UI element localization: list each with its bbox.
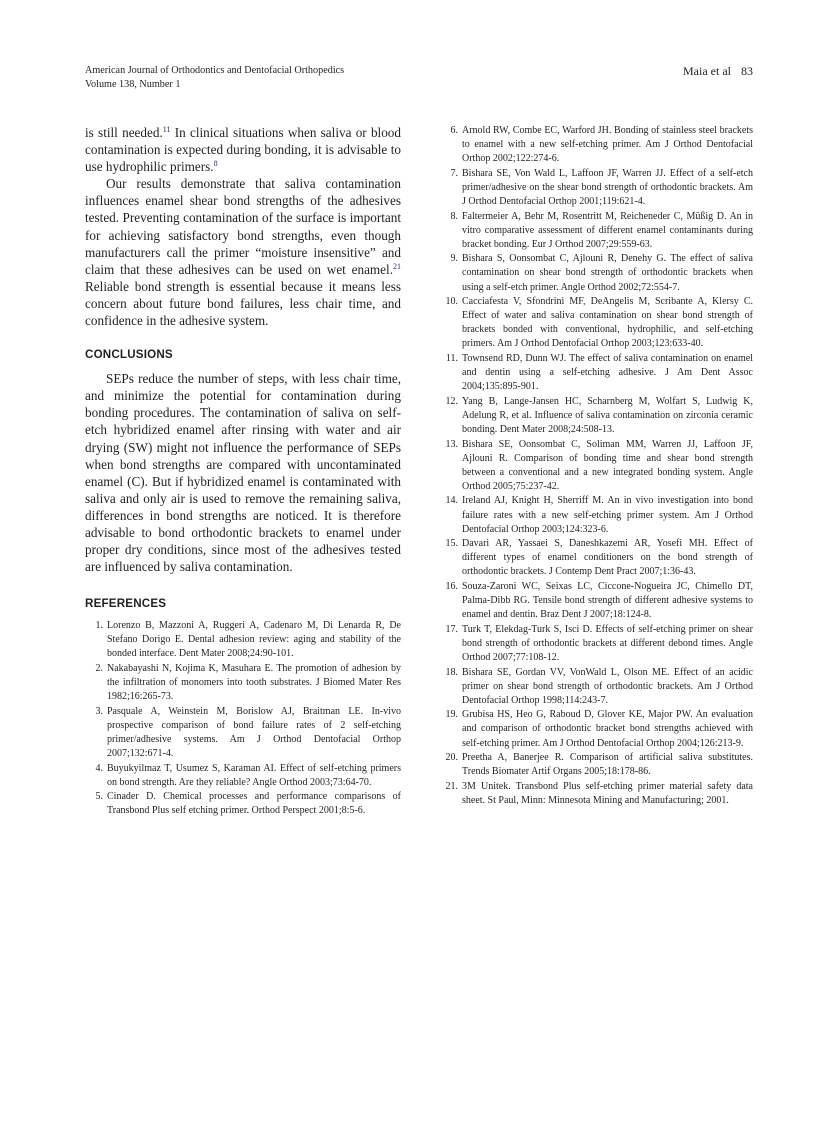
reference-number: 11.	[445, 353, 458, 364]
reference-text: Nakabayashi N, Kojima K, Masuhara E. The promotion of adhesion by the infiltration of monomers into tooth substrates. J Biomed Mater Res 1982;16:265-73.	[107, 663, 401, 703]
reference-number: 20.	[445, 752, 458, 764]
reference-item	[440, 395, 753, 437]
text-segment: is still needed.	[85, 125, 163, 140]
reference-text: Lorenzo B, Mazzoni A, Ruggeri A, Cadenaro M, Di Lenarda R, De Stefano Dorigo E. Dental adhesion review: aging and stability of the bonded interface. Dent Mater 2008;24:90-101.	[107, 620, 401, 660]
reference-text: Bishara S, Oonsombat C, Ajlouni R, Denehy G. The effect of saliva contamination on shear bond strength of orthodontic brackets when using a self-etch primer. Angle Orthod 2002;72:554-7.	[462, 253, 753, 293]
reference-number: 3.	[95, 705, 103, 717]
reference-text: Pasquale A, Weinstein M, Borislow AJ, Braitman LE. In-vivo prospective comparison of bond failure rates of 2 self-etching primer/adhesive systems. Am J Orthod Dentofacial Orthop 2007;132:671-4.	[107, 705, 401, 760]
reference-item	[440, 580, 753, 622]
reference-number: 7.	[450, 167, 458, 179]
reference-item	[440, 167, 753, 209]
reference-item	[440, 666, 753, 708]
reference-item	[440, 210, 753, 252]
reference-item	[85, 705, 401, 761]
reference-item	[440, 708, 753, 750]
reference-list-right	[440, 124, 753, 808]
reference-number: 5.	[95, 791, 103, 803]
reference-number: 16.	[445, 581, 458, 592]
reference-text: Bishara SE, Oonsombat C, Soliman MM, Warren JJ, Laffoon JF, Ajlouni R. Comparison of bonding time and shear bond strength between a conventional and a new integrated bonding system. Angle Orthod 2005;75:237-42.	[462, 438, 753, 492]
reference-text: Faltermeier A, Behr M, Rosentritt M, Reicheneder C, Müßig D. An in vitro comparative assessment of different enamel contaminants during bracket bonding. Eur J Orthod 2007;29:559-63.	[462, 210, 753, 250]
reference-item	[85, 790, 401, 818]
reference-item	[440, 295, 753, 351]
discussion-paragraph-1	[85, 124, 401, 175]
text-segment: Our results demonstrate that saliva contamination influences enamel shear bond strengths of the adhesives tested. Preventing contamination of the surface is important for achieving satisfactory bond strengths, even though manufacturers call the primer “moisture insensitive” and claim that these adhesives can be used on wet enamel.	[85, 176, 401, 277]
reference-number: 17.	[445, 623, 458, 635]
citation-link[interactable]: 21	[393, 261, 401, 271]
citation-link[interactable]: 8	[213, 159, 218, 169]
reference-item	[85, 762, 401, 790]
reference-item	[440, 252, 753, 294]
reference-list-left	[85, 619, 401, 818]
reference-number: 21.	[445, 780, 458, 792]
reference-number: 1.	[95, 620, 103, 632]
reference-text: Cacciafesta V, Sfondrini MF, DeAngelis M, Scribante A, Klersy C. Effect of water and saliva contamination on shear bond strength of brackets bonded with conventional, hydrophilic, and self-etching primers. Am J Orthod Dentofacial Orthop 2003;123:633-40.	[462, 296, 753, 350]
reference-item	[440, 352, 753, 394]
reference-text: Arnold RW, Combe EC, Warford JH. Bonding of stainless steel brackets to enamel with a new self-etching primer. Am J Orthod Dentofacial Orthop 2002;122:274-6.	[462, 125, 753, 165]
left-column	[85, 124, 401, 819]
conclusions-paragraph: SEPs reduce the number of steps, with less chair time, and minimize the potential for contamination during bonding procedures. The contamination of saliva on self-etch hybridized enamel after rinsing with water and air drying (SW) might not influence the performance of SEPs when bond strengths are compared with uncontaminated enamel (C). But if hybridized enamel is contaminated with saliva and only air is used to remove the remaining saliva, differences in bond strengths are noticed. It is therefore advisable to bond orthodontic brackets to enamel under proper dry conditions, since most of the adhesives tested are influenced by saliva contamination.	[85, 371, 401, 575]
reference-number: 10.	[445, 296, 458, 308]
reference-text: 3M Unitek. Transbond Plus self-etching primer material safety data sheet. St Paul, Minn: Minnesota Mining and Manufacturing; 2001.	[462, 780, 753, 806]
reference-number: 4.	[95, 762, 103, 774]
reference-number: 15.	[445, 538, 458, 550]
citation-link[interactable]: 11	[162, 125, 171, 134]
reference-item	[440, 494, 753, 536]
reference-item	[440, 438, 753, 494]
journal-volume: Volume 138, Number 1	[85, 79, 181, 90]
reference-item	[440, 124, 753, 166]
reference-number: 12.	[445, 395, 458, 407]
page-info	[683, 64, 753, 78]
journal-title: American Journal of Orthodontics and Dentofacial Orthopedics	[85, 65, 345, 76]
reference-text: Bishara SE, Von Wald L, Laffoon JF, Warren JJ. Effect of a self-etch primer/adhesive on the shear bond strength of orthodontic brackets. Am J Orthod Dentofacial Orthop 2001;119:621-4.	[462, 167, 753, 207]
reference-text: Souza-Zaroni WC, Seixas LC, Ciccone-Nogueira JC, Chimello DT, Palma-Dibb RG. Tensile bond strength of different adhesive systems to enamel and dentin. Braz Dent J 2007;18:124-8.	[462, 581, 753, 621]
reference-text: Grubisa HS, Heo G, Raboud D, Glover KE, Major PW. An evaluation and comparison of orthodontic bracket bond strengths achieved with self-etching primer. Am J Orthod Dentofacial Orthop 2004;126:213-9.	[462, 709, 753, 749]
reference-text: Townsend RD, Dunn WJ. The effect of saliva contamination on enamel and dentin using a self-etching adhesive. J Am Dent Assoc 2004;135:895-901.	[462, 353, 753, 393]
reference-item	[440, 537, 753, 579]
right-column	[440, 124, 753, 809]
reference-item	[440, 751, 753, 779]
reference-number: 8.	[450, 210, 458, 222]
text-segment: In clinical situations when saliva or blood contamination is expected during bonding, it is advisable to use hydrophilic primers.	[85, 125, 401, 175]
reference-item	[440, 623, 753, 665]
reference-number: 2.	[95, 663, 103, 675]
reference-number: 9.	[450, 253, 458, 265]
reference-number: 6.	[450, 125, 458, 136]
references-heading: REFERENCES	[85, 597, 167, 611]
text-segment: Reliable bond strength is essential because it means less concern about future bond failures, less chair time, and confidence in the adhesive system.	[85, 278, 401, 329]
reference-text: Cinader D. Chemical processes and performance comparisons of Transbond Plus self etching primer. Orthod Perspect 2001;8:5-6.	[107, 791, 401, 817]
author-short: Maia et al	[683, 64, 731, 78]
reference-text: Bishara SE, Gordan VV, VonWald L, Olson ME. Effect of an acidic primer on shear bond strength of orthodontic brackets. Am J Orthod Dentofacial Orthop 1998;114:243-7.	[462, 666, 753, 706]
reference-text: Yang B, Lange-Jansen HC, Scharnberg M, Wolfart S, Ludwig K, Adelung R, et al. Influence of saliva contamination on zirconia ceramic bonding. Dent Mater 2008;24:508-13.	[462, 395, 753, 435]
reference-text: Ireland AJ, Knight H, Sherriff M. An in vivo investigation into bond failure rates with a new self-etching primer system. Am J Orthod Dentofacial Orthop 2003;124:323-6.	[462, 495, 753, 535]
reference-number: 13.	[445, 438, 458, 450]
reference-text: Buyukyilmaz T, Usumez S, Karaman AI. Effect of self-etching primers on bond strength. Are they reliable? Angle Orthod 2003;73:64-70.	[107, 762, 401, 788]
reference-number: 18.	[445, 666, 458, 678]
discussion-paragraph-2	[85, 175, 401, 329]
reference-text: Preetha A, Banerjee R. Comparison of artificial saliva substitutes. Trends Biomater Artif Organs 2005;18:178-86.	[462, 752, 753, 778]
reference-item	[85, 619, 401, 661]
conclusions-heading: CONCLUSIONS	[85, 348, 173, 362]
reference-number: 14.	[445, 495, 458, 507]
reference-item	[85, 662, 401, 704]
journal-info	[85, 64, 344, 92]
reference-text: Davari AR, Yassaei S, Daneshkazemi AR, Yosefi MH. Effect of different types of enamel conditioners on the bond strength of orthodontic brackets. J Contemp Dent Pract 2007;1:36-43.	[462, 538, 753, 578]
reference-item	[440, 780, 753, 808]
page-number: 83	[741, 64, 753, 78]
reference-number: 19.	[445, 709, 458, 721]
reference-text: Turk T, Elekdag-Turk S, Isci D. Effects of self-etching primer on shear bond strength of orthodontic brackets at different debond times. Angle Orthod 2007;77:108-12.	[462, 623, 753, 663]
